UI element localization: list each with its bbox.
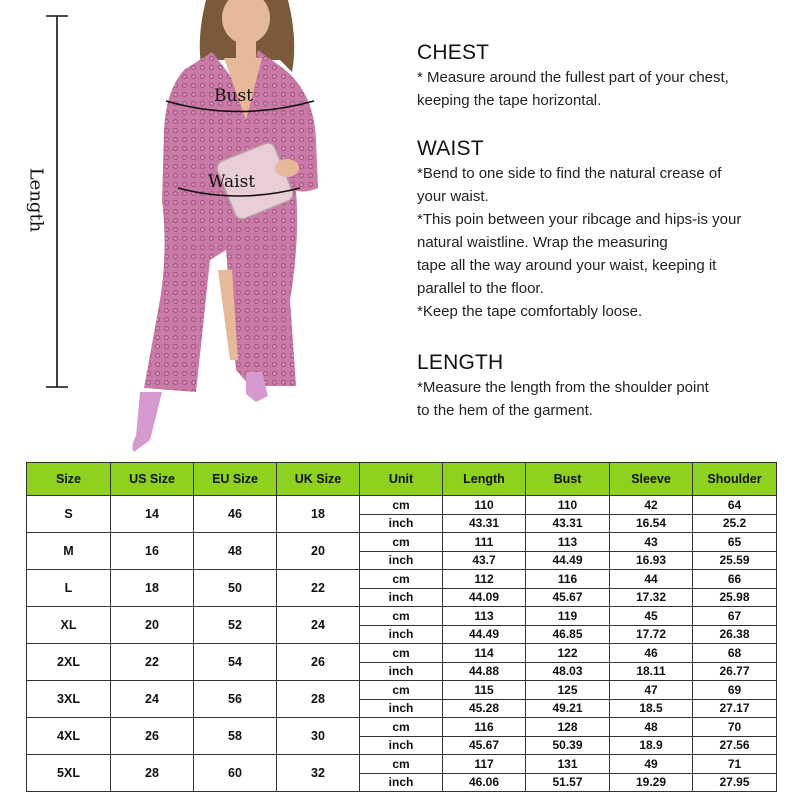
uk-size-cell: 24	[277, 607, 360, 644]
length-cell: 117	[443, 755, 526, 774]
eu-size-cell: 58	[194, 718, 277, 755]
length-cell: 46.06	[443, 773, 526, 792]
unit-cell: inch	[360, 662, 443, 681]
size-cell: M	[27, 533, 111, 570]
length-label: Length	[25, 167, 47, 233]
length-cell: 44.49	[443, 625, 526, 644]
length-title: LENGTH	[417, 351, 504, 374]
waist-line: parallel to the floor.	[417, 280, 544, 297]
bust-cell: 125	[526, 681, 610, 700]
bust-label: Bust	[214, 86, 253, 106]
uk-size-cell: 30	[277, 718, 360, 755]
us-size-cell: 28	[111, 755, 194, 792]
size-cell: 5XL	[27, 755, 111, 792]
header-shoulder: Shoulder	[693, 463, 777, 496]
waist-line: *This poin between your ribcage and hips-is your	[417, 211, 742, 228]
chest-title: CHEST	[417, 41, 490, 64]
unit-cell: inch	[360, 773, 443, 792]
waist-line: *Bend to one side to find the natural crease of	[417, 165, 722, 182]
sleeve-cell: 18.11	[610, 662, 693, 681]
chest-line: keeping the tape horizontal.	[417, 92, 602, 109]
size-rows	[27, 496, 777, 792]
waist-line: *Keep the tape comfortably loose.	[417, 303, 643, 320]
us-size-cell: 20	[111, 607, 194, 644]
header-length: Length	[443, 463, 526, 496]
shoulder-cell: 66	[693, 570, 777, 589]
shoulder-cell: 69	[693, 681, 777, 700]
shoulder-cell: 27.95	[693, 773, 777, 792]
model-figure	[0, 0, 400, 455]
shoulder-cell: 27.17	[693, 699, 777, 718]
bust-cell: 48.03	[526, 662, 610, 681]
unit-cell: inch	[360, 551, 443, 570]
unit-cell: cm	[360, 496, 443, 515]
length-cell: 43.7	[443, 551, 526, 570]
uk-size-cell: 32	[277, 755, 360, 792]
unit-cell: cm	[360, 755, 443, 774]
size-cell: 3XL	[27, 681, 111, 718]
header-eu-size: EU Size	[194, 463, 277, 496]
eu-size-cell: 52	[194, 607, 277, 644]
uk-size-cell: 18	[277, 496, 360, 533]
unit-cell: cm	[360, 718, 443, 737]
cardigan-model-illustration	[0, 0, 400, 455]
waist-line: your waist.	[417, 188, 489, 205]
eu-size-cell: 54	[194, 644, 277, 681]
bust-cell: 44.49	[526, 551, 610, 570]
sleeve-cell: 42	[610, 496, 693, 515]
waist-title: WAIST	[417, 137, 484, 160]
table-row	[27, 681, 777, 700]
bust-cell: 131	[526, 755, 610, 774]
eu-size-cell: 48	[194, 533, 277, 570]
table-header-row	[27, 463, 777, 496]
eu-size-cell: 46	[194, 496, 277, 533]
sleeve-cell: 43	[610, 533, 693, 552]
length-cell: 115	[443, 681, 526, 700]
table-row	[27, 533, 777, 552]
us-size-cell: 16	[111, 533, 194, 570]
length-cell: 45.28	[443, 699, 526, 718]
bust-cell: 51.57	[526, 773, 610, 792]
unit-cell: cm	[360, 681, 443, 700]
length-cell: 112	[443, 570, 526, 589]
shoulder-cell: 25.59	[693, 551, 777, 570]
bust-cell: 116	[526, 570, 610, 589]
table-row	[27, 570, 777, 589]
header-uk-size: UK Size	[277, 463, 360, 496]
shoulder-cell: 68	[693, 644, 777, 663]
length-line: *Measure the length from the shoulder point	[417, 379, 709, 396]
shoulder-cell: 25.2	[693, 514, 777, 533]
shoulder-cell: 70	[693, 718, 777, 737]
bust-cell: 46.85	[526, 625, 610, 644]
bust-cell: 113	[526, 533, 610, 552]
bust-cell: 119	[526, 607, 610, 626]
shoulder-cell: 25.98	[693, 588, 777, 607]
chest-line: * Measure around the fullest part of your chest,	[417, 69, 729, 86]
length-cell: 44.09	[443, 588, 526, 607]
unit-cell: inch	[360, 736, 443, 755]
unit-cell: inch	[360, 699, 443, 718]
bust-cell: 128	[526, 718, 610, 737]
bust-cell: 45.67	[526, 588, 610, 607]
sleeve-cell: 47	[610, 681, 693, 700]
us-size-cell: 18	[111, 570, 194, 607]
header-bust: Bust	[526, 463, 610, 496]
size-chart-table	[26, 462, 777, 792]
unit-cell: inch	[360, 514, 443, 533]
sleeve-cell: 19.29	[610, 773, 693, 792]
table-row	[27, 755, 777, 774]
unit-cell: inch	[360, 588, 443, 607]
sleeve-cell: 16.54	[610, 514, 693, 533]
shoe-left	[132, 392, 162, 452]
bust-cell: 49.21	[526, 699, 610, 718]
us-size-cell: 14	[111, 496, 194, 533]
header-size: Size	[27, 463, 111, 496]
table-row	[27, 607, 777, 626]
bust-cell: 43.31	[526, 514, 610, 533]
waist-section	[417, 136, 741, 323]
size-cell: S	[27, 496, 111, 533]
uk-size-cell: 22	[277, 570, 360, 607]
sleeve-cell: 18.9	[610, 736, 693, 755]
header-us-size: US Size	[111, 463, 194, 496]
length-cell: 113	[443, 607, 526, 626]
bust-cell: 122	[526, 644, 610, 663]
unit-cell: cm	[360, 533, 443, 552]
unit-cell: cm	[360, 570, 443, 589]
sleeve-cell: 16.93	[610, 551, 693, 570]
bust-cell: 50.39	[526, 736, 610, 755]
unit-cell: inch	[360, 625, 443, 644]
length-cell: 110	[443, 496, 526, 515]
size-cell: 2XL	[27, 644, 111, 681]
shoulder-cell: 64	[693, 496, 777, 515]
eu-size-cell: 56	[194, 681, 277, 718]
length-line: to the hem of the garment.	[417, 402, 593, 419]
sleeve-cell: 46	[610, 644, 693, 663]
header-unit: Unit	[360, 463, 443, 496]
sleeve-cell: 44	[610, 570, 693, 589]
length-cell: 116	[443, 718, 526, 737]
uk-size-cell: 28	[277, 681, 360, 718]
table-row	[27, 644, 777, 663]
chest-section	[417, 40, 729, 112]
waist-line: tape all the way around your waist, keeping it	[417, 257, 717, 274]
length-cell: 114	[443, 644, 526, 663]
table-row	[27, 496, 777, 515]
shoulder-cell: 26.38	[693, 625, 777, 644]
waist-line: natural waistline. Wrap the measuring	[417, 234, 668, 251]
us-size-cell: 26	[111, 718, 194, 755]
unit-cell: cm	[360, 644, 443, 663]
waist-label: Waist	[208, 172, 256, 192]
uk-size-cell: 20	[277, 533, 360, 570]
unit-cell: cm	[360, 607, 443, 626]
table-row	[27, 718, 777, 737]
shoulder-cell: 71	[693, 755, 777, 774]
us-size-cell: 24	[111, 681, 194, 718]
length-cell: 45.67	[443, 736, 526, 755]
sleeve-cell: 17.32	[610, 588, 693, 607]
length-cell: 44.88	[443, 662, 526, 681]
shoulder-cell: 67	[693, 607, 777, 626]
size-cell: L	[27, 570, 111, 607]
sleeve-cell: 17.72	[610, 625, 693, 644]
bust-cell: 110	[526, 496, 610, 515]
eu-size-cell: 50	[194, 570, 277, 607]
shoulder-cell: 27.56	[693, 736, 777, 755]
length-section	[417, 350, 709, 422]
eu-size-cell: 60	[194, 755, 277, 792]
length-cell: 43.31	[443, 514, 526, 533]
header-sleeve: Sleeve	[610, 463, 693, 496]
shoulder-cell: 65	[693, 533, 777, 552]
sleeve-cell: 48	[610, 718, 693, 737]
sleeve-cell: 49	[610, 755, 693, 774]
length-cell: 111	[443, 533, 526, 552]
size-cell: 4XL	[27, 718, 111, 755]
uk-size-cell: 26	[277, 644, 360, 681]
sleeve-cell: 18.5	[610, 699, 693, 718]
us-size-cell: 22	[111, 644, 194, 681]
size-cell: XL	[27, 607, 111, 644]
shoulder-cell: 26.77	[693, 662, 777, 681]
sleeve-cell: 45	[610, 607, 693, 626]
